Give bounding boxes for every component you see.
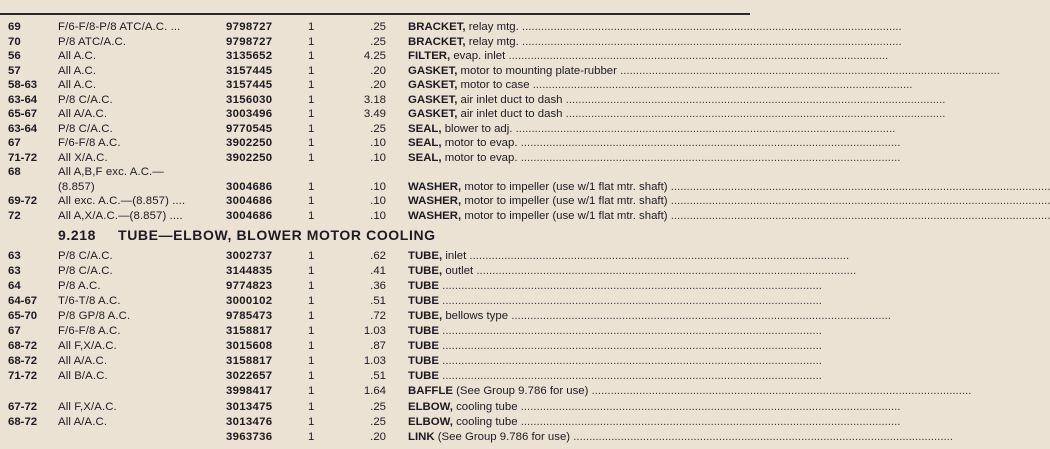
part-description: motor to mounting plate-rubber — [457, 64, 617, 77]
description — [408, 93, 946, 107]
part-row — [0, 93, 946, 107]
price: .51 — [370, 295, 386, 308]
price: .25 — [370, 122, 386, 135]
year-range: 69-72 — [8, 195, 38, 207]
application: P/8 A.C. — [58, 280, 101, 293]
dot-leader: ........................................................................................................................ — [529, 79, 913, 91]
top-rule — [0, 13, 750, 15]
part-name: WASHER, — [408, 195, 462, 207]
part-name: SEAL, — [408, 122, 442, 135]
application: All A/A.C. — [58, 108, 108, 120]
application: P/8 GP/8 A.C. — [58, 310, 131, 323]
dot-leader: ........................................................................................................................ — [518, 35, 902, 48]
year-range: 68-72 — [8, 340, 38, 353]
dot-leader: ........................................................................................................................ — [667, 209, 1050, 222]
part-description: inlet — [442, 250, 467, 262]
dot-leader: ........................................................................................................................ — [588, 385, 972, 398]
part-number: 3022657 — [226, 370, 273, 383]
description — [408, 180, 1050, 194]
year-range: 56 — [8, 50, 21, 62]
application: F/6-F/8 A.C. — [58, 325, 121, 338]
application: All A/A.C. — [58, 355, 108, 368]
description — [408, 35, 902, 49]
year-range: 71-72 — [8, 151, 38, 164]
dot-leader: ........................................................................................................................ — [517, 151, 901, 164]
price: .72 — [370, 310, 386, 323]
part-name: TUBE, — [408, 310, 443, 323]
part-name: SEAL, — [408, 137, 442, 149]
part-number: 9785473 — [226, 310, 273, 323]
part-name: LINK — [408, 430, 435, 443]
description — [408, 151, 901, 165]
dot-leader: ........................................................................................................................ — [517, 415, 901, 428]
part-number: 3902250 — [226, 137, 273, 149]
price: .20 — [370, 430, 386, 443]
quantity: 1 — [308, 400, 315, 413]
application: All A,B,F exc. A.C.— — [58, 166, 164, 178]
part-number: 3157445 — [226, 79, 273, 91]
application: T/6-T/8 A.C. — [58, 295, 121, 308]
part-row — [0, 151, 901, 165]
price: .10 — [370, 195, 386, 207]
part-description: cooling tube — [452, 415, 518, 428]
description — [408, 107, 946, 121]
quantity: 1 — [308, 137, 315, 149]
part-name: BAFFLE — [408, 385, 453, 398]
part-name: SEAL, — [408, 151, 442, 164]
application: (8.857) — [58, 180, 95, 193]
description — [408, 354, 822, 368]
application: P/8 ATC/A.C. — [58, 35, 127, 48]
part-name: TUBE, — [408, 250, 443, 262]
part-row — [0, 384, 972, 398]
part-row — [0, 209, 1050, 223]
part-description: motor to evap. — [441, 151, 518, 164]
application: All exc. A.C.—(8.857) .... — [58, 195, 186, 207]
year-range: 63-64 — [8, 122, 38, 135]
part-description: motor to impeller (use w/1 flat mtr. shaft) — [461, 195, 668, 207]
part-row — [0, 279, 822, 293]
price: .10 — [370, 209, 386, 222]
quantity: 1 — [308, 295, 315, 308]
description — [408, 64, 1000, 78]
part-number: 3902250 — [226, 151, 273, 164]
part-row — [0, 369, 822, 383]
part-name: GASKET, — [408, 79, 458, 91]
dot-leader: ........................................................................................................................ — [562, 93, 946, 106]
part-description: (See Group 9.786 for use) — [452, 385, 589, 398]
description — [408, 264, 857, 278]
dot-leader: ........................................................................................................................ — [439, 325, 822, 338]
part-description: motor to impeller (use w/1 flat mtr. shaft) — [461, 209, 668, 222]
part-row — [0, 324, 822, 338]
part-number: 3156030 — [226, 93, 273, 106]
quantity: 1 — [308, 195, 315, 207]
part-name: TUBE — [408, 325, 440, 338]
part-description: air inlet duct to dash — [457, 108, 563, 120]
part-row — [0, 136, 901, 150]
part-row — [0, 294, 822, 308]
application: F/6-F/8 A.C. — [58, 137, 121, 149]
part-row — [0, 35, 902, 49]
price: .10 — [370, 151, 386, 164]
price: .25 — [370, 415, 386, 428]
price: 1.64 — [363, 385, 386, 398]
dot-leader: ........................................................................................................................ — [517, 400, 901, 413]
dot-leader: ........................................................................................................................ — [466, 250, 850, 262]
year-range: 69 — [8, 21, 21, 33]
year-range: 71-72 — [8, 370, 38, 383]
part-name: ELBOW, — [408, 415, 453, 428]
section-title: TUBE—ELBOW, BLOWER MOTOR COOLING — [118, 227, 436, 243]
description — [408, 279, 822, 293]
dot-leader: ........................................................................................................................ — [616, 64, 1000, 77]
application: P/8 C/A.C. — [58, 93, 113, 106]
part-number: 3000102 — [226, 295, 273, 308]
dot-leader: ........................................................................................................................ — [570, 430, 954, 443]
part-name: TUBE, — [408, 265, 443, 278]
part-description: outlet — [442, 265, 474, 278]
part-number: 3013476 — [226, 415, 273, 428]
price: .51 — [370, 370, 386, 383]
year-range: 58-63 — [8, 79, 38, 91]
part-name: TUBE — [408, 370, 440, 383]
year-range: 64-67 — [8, 295, 38, 308]
quantity: 1 — [308, 370, 315, 383]
application: P/8 C/A.C. — [58, 122, 113, 135]
price: 4.25 — [363, 50, 386, 62]
price: .87 — [370, 340, 386, 353]
part-name: BRACKET, — [408, 21, 466, 33]
price: 3.49 — [363, 108, 386, 120]
year-range: 63-64 — [8, 93, 38, 106]
part-number: 9798727 — [226, 35, 273, 48]
dot-leader: ........................................................................................................................ — [518, 21, 902, 33]
price: 3.18 — [363, 93, 386, 106]
application: All A/A.C. — [58, 415, 108, 428]
part-name: TUBE — [408, 280, 440, 293]
part-name: TUBE — [408, 340, 440, 353]
dot-leader: ........................................................................................................................ — [512, 122, 896, 135]
dot-leader: ........................................................................................................................ — [439, 340, 822, 353]
description — [408, 249, 850, 263]
dot-leader: ........................................................................................................................ — [517, 137, 901, 149]
price: .62 — [370, 250, 386, 262]
part-row — [0, 180, 1050, 194]
part-description: cooling tube — [452, 400, 518, 413]
part-number: 3158817 — [226, 355, 273, 368]
part-description: air inlet duct to dash — [457, 93, 563, 106]
part-row — [0, 194, 1050, 208]
year-range: 63 — [8, 250, 21, 262]
part-name: GASKET, — [408, 93, 458, 106]
year-range: 68-72 — [8, 355, 38, 368]
price: 1.03 — [363, 355, 386, 368]
description — [408, 122, 896, 136]
part-row — [0, 339, 822, 353]
year-range: 65-67 — [8, 108, 38, 120]
description — [408, 294, 822, 308]
part-row — [0, 122, 896, 136]
part-row — [0, 264, 857, 278]
quantity: 1 — [308, 265, 315, 278]
part-row — [0, 64, 1000, 78]
part-description: motor to evap. — [441, 137, 518, 149]
price: .25 — [370, 21, 386, 33]
section-number: 9.218 — [58, 227, 97, 243]
application: P/8 C/A.C. — [58, 265, 113, 278]
part-number: 3158817 — [226, 325, 273, 338]
part-description: bellows type — [442, 310, 509, 323]
dot-leader: ........................................................................................................................ — [439, 355, 822, 368]
year-range: 68 — [8, 166, 21, 178]
year-range: 64 — [8, 280, 21, 293]
part-row — [0, 309, 891, 323]
part-description: blower to adj. — [441, 122, 513, 135]
part-name: GASKET, — [408, 64, 458, 77]
price: .36 — [370, 280, 386, 293]
year-range: 67 — [8, 137, 21, 149]
quantity: 1 — [308, 35, 315, 48]
year-range: 57 — [8, 64, 21, 77]
quantity: 1 — [308, 108, 315, 120]
part-row — [0, 400, 901, 414]
part-number: 3002737 — [226, 250, 273, 262]
part-row — [0, 415, 901, 429]
dot-leader: ........................................................................................................................ — [439, 280, 822, 293]
quantity: 1 — [308, 21, 315, 33]
part-row — [0, 107, 946, 121]
part-row — [0, 49, 889, 63]
description — [408, 20, 902, 34]
part-description: motor to case — [457, 79, 530, 91]
part-row — [0, 165, 750, 179]
part-description: motor to impeller (use w/1 flat mtr. shaft) — [461, 180, 668, 193]
year-range: 68-72 — [8, 415, 38, 428]
price: .41 — [370, 265, 386, 278]
application: All A.C. — [58, 64, 97, 77]
part-description: relay mtg. — [465, 35, 519, 48]
part-number: 3998417 — [226, 385, 273, 398]
part-number: 3135652 — [226, 50, 273, 62]
dot-leader: ........................................................................................................................ — [505, 50, 889, 62]
quantity: 1 — [308, 180, 315, 193]
part-name: WASHER, — [408, 209, 462, 222]
application: All X/A.C. — [58, 151, 108, 164]
part-name: BRACKET, — [408, 35, 466, 48]
dot-leader: ........................................................................................................................ — [667, 195, 1050, 207]
description — [408, 78, 913, 92]
part-row — [0, 20, 902, 34]
quantity: 1 — [308, 79, 315, 91]
part-number: 9770545 — [226, 122, 273, 135]
part-number: 3157445 — [226, 64, 273, 77]
application: All B/A.C. — [58, 370, 108, 383]
description — [408, 369, 822, 383]
year-range: 72 — [8, 209, 21, 222]
description — [408, 339, 822, 353]
part-name: ELBOW, — [408, 400, 453, 413]
part-number: 9774823 — [226, 280, 273, 293]
part-row — [0, 249, 850, 263]
part-row — [0, 354, 822, 368]
part-number: 3004686 — [226, 209, 273, 222]
quantity: 1 — [308, 64, 315, 77]
part-number: 3004686 — [226, 180, 273, 193]
price: .25 — [370, 35, 386, 48]
part-row — [0, 78, 913, 92]
part-name: GASKET, — [408, 108, 458, 120]
year-range: 63 — [8, 265, 21, 278]
price: .10 — [370, 137, 386, 149]
dot-leader: ........................................................................................................................ — [473, 265, 857, 278]
price: 1.03 — [363, 325, 386, 338]
application: All F,X/A.C. — [58, 340, 117, 353]
part-description: relay mtg. — [465, 21, 519, 33]
dot-leader: ........................................................................................................................ — [439, 370, 822, 383]
application: All F,X/A.C. — [58, 400, 117, 413]
part-number: 3144835 — [226, 265, 273, 278]
quantity: 1 — [308, 50, 315, 62]
quantity: 1 — [308, 151, 315, 164]
section-heading — [58, 227, 436, 243]
application: P/8 C/A.C. — [58, 250, 113, 262]
description — [408, 400, 901, 414]
part-number: 3015608 — [226, 340, 273, 353]
part-number: 3013475 — [226, 400, 273, 413]
description — [408, 384, 972, 398]
quantity: 1 — [308, 385, 315, 398]
application: All A,X/A.C.—(8.857) .... — [58, 209, 183, 222]
price: .20 — [370, 64, 386, 77]
year-range: 67 — [8, 325, 21, 338]
application: All A.C. — [58, 50, 97, 62]
quantity: 1 — [308, 250, 315, 262]
application: All A.C. — [58, 79, 97, 91]
price: .25 — [370, 400, 386, 413]
description — [408, 415, 901, 429]
description — [408, 324, 822, 338]
quantity: 1 — [308, 355, 315, 368]
quantity: 1 — [308, 325, 315, 338]
description — [408, 209, 1050, 223]
dot-leader: ........................................................................................................................ — [508, 310, 891, 323]
quantity: 1 — [308, 310, 315, 323]
dot-leader: ........................................................................................................................ — [439, 295, 822, 308]
dot-leader: ........................................................................................................................ — [667, 180, 1050, 193]
quantity: 1 — [308, 430, 315, 443]
part-name: WASHER, — [408, 180, 462, 193]
part-number: 9798727 — [226, 21, 273, 33]
part-name: TUBE — [408, 295, 440, 308]
part-description: (See Group 9.786 for use) — [434, 430, 571, 443]
price: .10 — [370, 180, 386, 193]
part-name: TUBE — [408, 355, 440, 368]
description — [408, 430, 954, 444]
application: F/6-F/8-P/8 ATC/A.C. ... — [58, 21, 181, 33]
quantity: 1 — [308, 122, 315, 135]
part-description: evap. inlet — [450, 50, 506, 62]
dot-leader: ........................................................................................................................ — [562, 108, 946, 120]
quantity: 1 — [308, 209, 315, 222]
part-name: FILTER, — [408, 50, 451, 62]
part-number: 3004686 — [226, 195, 273, 207]
year-range: 67-72 — [8, 400, 38, 413]
description — [408, 136, 901, 150]
year-range: 65-70 — [8, 310, 38, 323]
part-number: 3963736 — [226, 430, 273, 443]
part-row — [0, 430, 954, 444]
quantity: 1 — [308, 340, 315, 353]
description — [408, 194, 1050, 208]
quantity: 1 — [308, 415, 315, 428]
quantity: 1 — [308, 93, 315, 106]
description — [408, 309, 891, 323]
part-number: 3003496 — [226, 108, 273, 120]
price: .20 — [370, 79, 386, 91]
description — [408, 49, 889, 63]
quantity: 1 — [308, 280, 315, 293]
year-range: 70 — [8, 35, 21, 48]
